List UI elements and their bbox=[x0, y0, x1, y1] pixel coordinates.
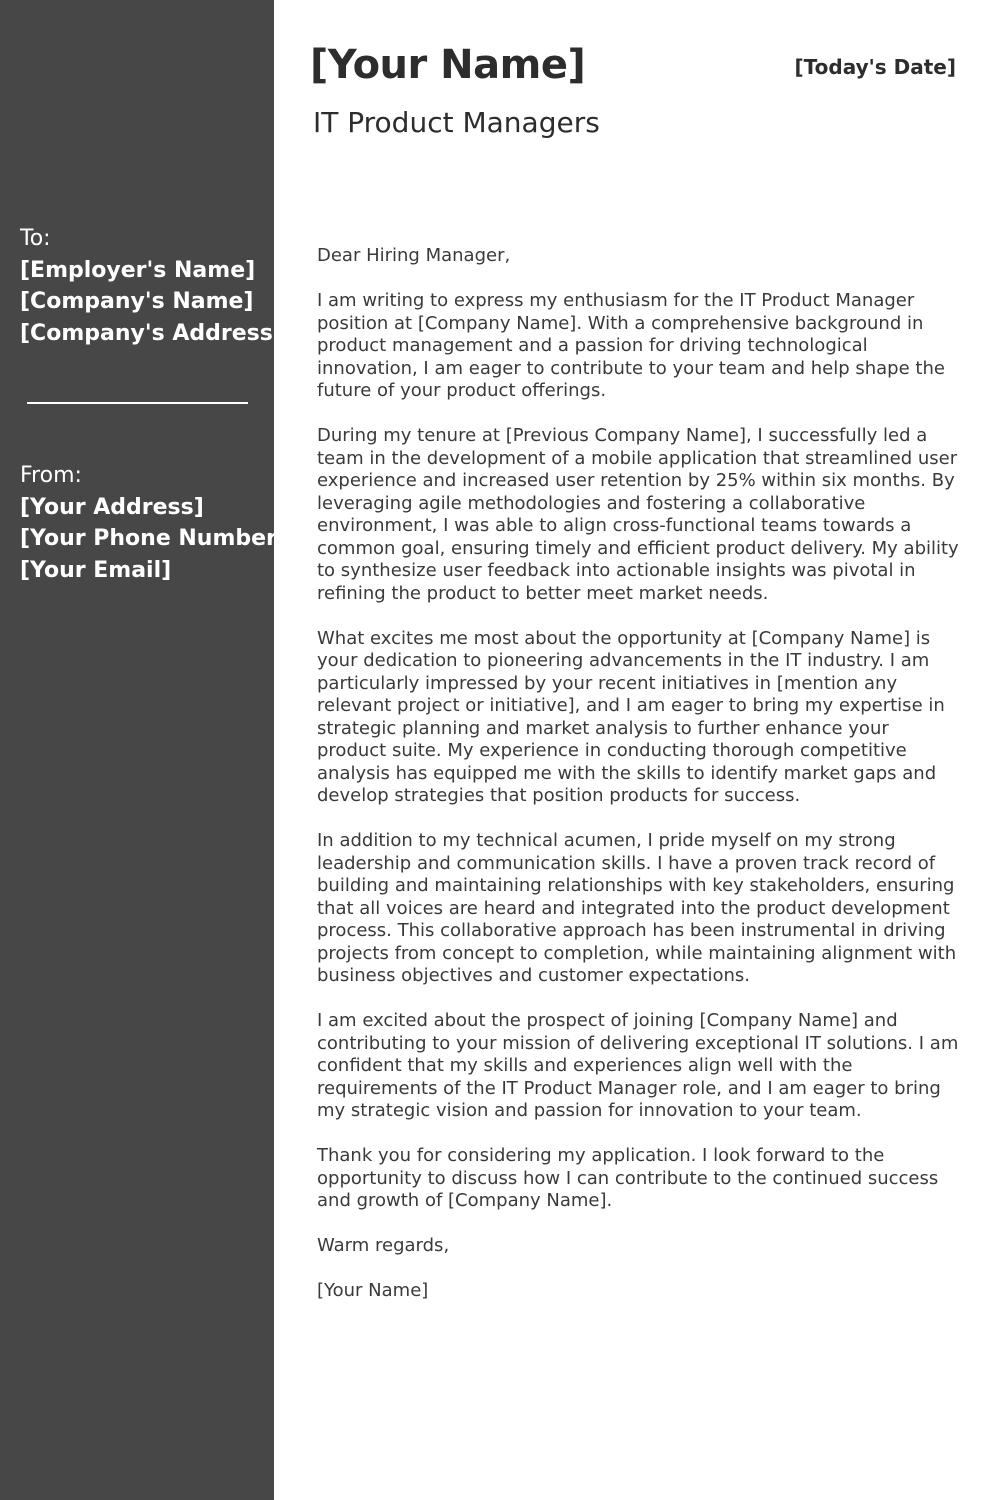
to-label: To: bbox=[20, 226, 51, 251]
letter-paragraph: I am writing to express my enthusiasm for the IT Product Manager position at [Company Name]. With a comprehensive background in product management and a passion for driving technological innovation, I am eager to contribute to your team and help shape the future of your product offerings. bbox=[317, 290, 945, 401]
company-address: [Company's Address] bbox=[20, 320, 283, 346]
sender-block bbox=[20, 460, 287, 586]
employer-name: [Employer's Name] bbox=[20, 257, 256, 283]
letter-date: [Today's Date] bbox=[794, 55, 956, 79]
sidebar bbox=[0, 0, 287, 1500]
applicant-name-heading: [Your Name] bbox=[310, 42, 586, 88]
sender-email: [Your Email] bbox=[20, 557, 172, 583]
company-name: [Company's Name] bbox=[20, 289, 254, 314]
salutation: Dear Hiring Manager, bbox=[317, 245, 511, 266]
job-title: IT Product Managers bbox=[313, 106, 600, 139]
letter-paragraph: What excites me most about the opportunity at [Company Name] is your dedication to pioneering advancements in the IT industry. I am particularly impressed by your recent initiatives in [mention any relevant project or initiative], and I am eager to bring my expertise in strategic planning and market analysis to further enhance your product suite. My experience in conducting thorough competitive analysis has equipped me with the skills to identify market gaps and develop strategies that position products for success. bbox=[317, 627, 945, 806]
closing: Warm regards, bbox=[317, 1235, 450, 1256]
from-label: From: bbox=[20, 463, 82, 488]
signature: [Your Name] bbox=[317, 1280, 429, 1301]
recipient-block bbox=[20, 223, 283, 349]
letter-body bbox=[317, 245, 962, 1325]
letter-paragraph: Thank you for considering my application. I look forward to the opportunity to discuss how I can contribute to the continued success and growth of [Company Name]. bbox=[317, 1145, 939, 1211]
sender-address: [Your Address] bbox=[20, 494, 204, 520]
letter-paragraph: During my tenure at [Previous Company Name], I successfully led a team in the development of a mobile application that streamlined user experience and increased user retention by 25% within six months. By leveraging agile methodologies and fostering a collaborative environment, I was able to align cross-functional teams towards a common goal, ensuring timely and efficient product delivery. My ability to synthesize user feedback into actionable insights was pivotal in refining the product to better meet market needs. bbox=[317, 425, 959, 604]
letter-paragraph: I am excited about the prospect of joining [Company Name] and contributing to your mission of delivering exceptional IT solutions. I am confident that my skills and experiences align well with the requirements of the IT Product Manager role, and I am eager to bring my strategic vision and passion for innovation to your team. bbox=[317, 1010, 959, 1121]
letter-paragraph: In addition to my technical acumen, I pride myself on my strong leadership and communication skills. I have a proven track record of building and maintaining relationships with key stakeholders, ensuring that all voices are heard and integrated into the product development process. This collaborative approach has been instrumental in driving projects from concept to completion, while maintaining alignment with business objectives and customer expectations. bbox=[317, 830, 957, 986]
sidebar-divider bbox=[27, 402, 248, 404]
sender-phone: [Your Phone Number] bbox=[20, 526, 287, 551]
